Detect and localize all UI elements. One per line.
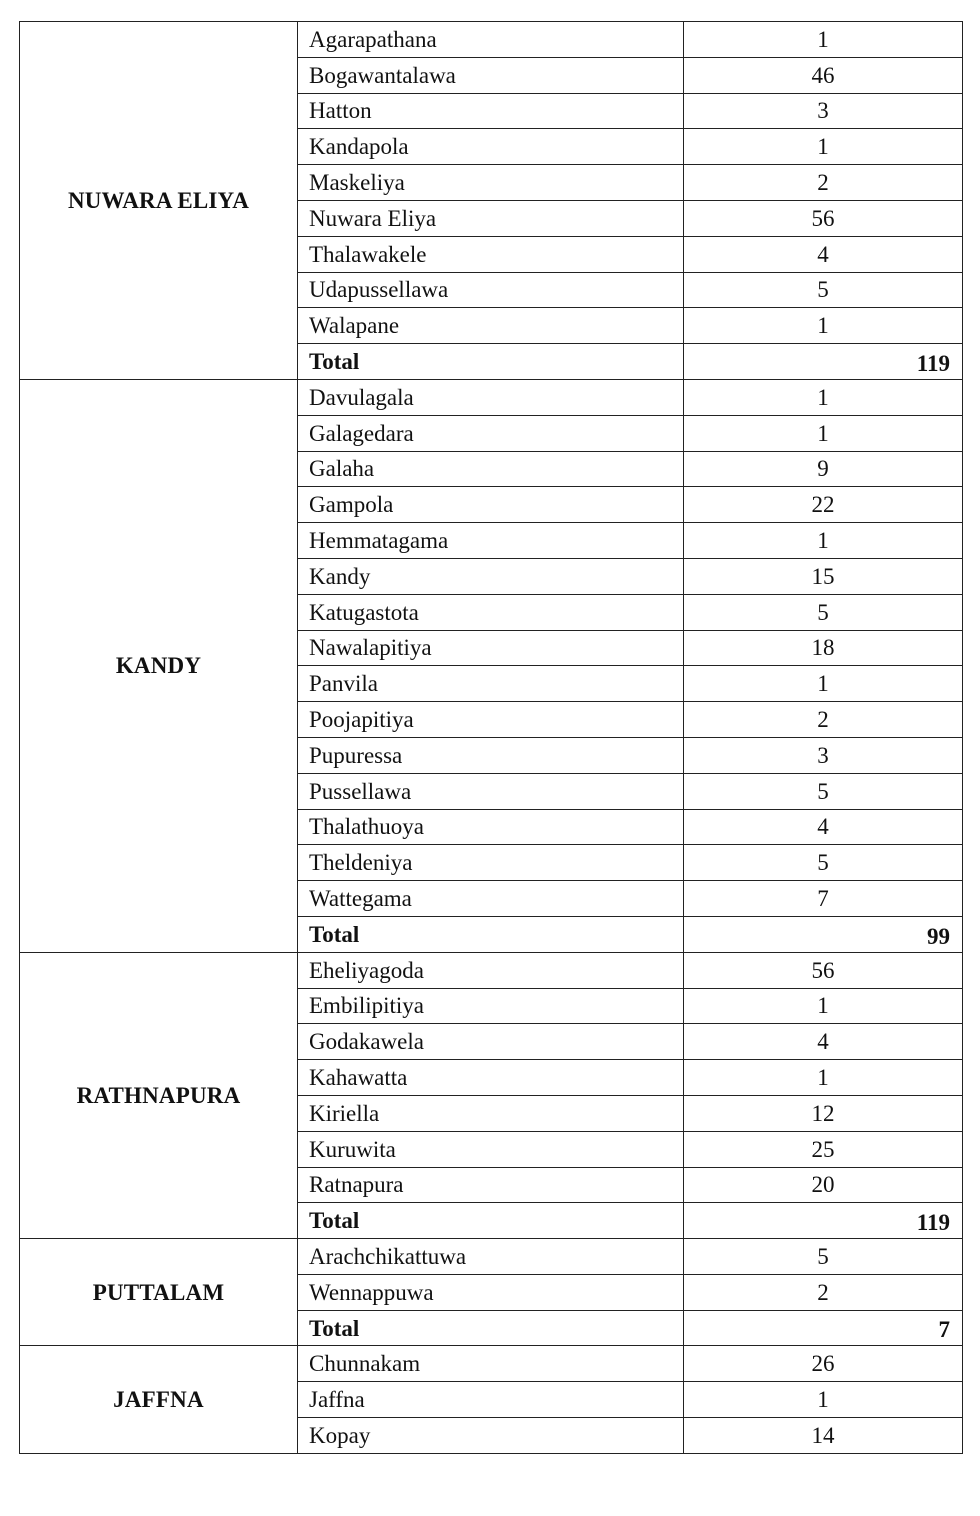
town-count-cell: 5 [684,272,963,308]
table-row [20,379,963,415]
total-value-cell: 7 [684,1310,963,1346]
town-count-cell: 7 [684,881,963,917]
town-name-cell: Theldeniya [298,845,684,881]
town-count-cell: 5 [684,845,963,881]
town-name-cell: Arachchikattuwa [298,1239,684,1275]
town-name-cell: Panvila [298,666,684,702]
town-count-cell: 1 [684,1382,963,1418]
town-name-cell: Hatton [298,93,684,129]
town-count-cell: 12 [684,1095,963,1131]
town-count-cell: 56 [684,952,963,988]
total-value-cell: 119 [684,344,963,380]
table-body [20,22,963,1454]
town-name-cell: Eheliyagoda [298,952,684,988]
total-value-cell: 99 [684,916,963,952]
town-name-cell: Kuruwita [298,1131,684,1167]
town-count-cell: 1 [684,308,963,344]
town-name-cell: Kahawatta [298,1060,684,1096]
table-row [20,1239,963,1275]
town-count-cell: 1 [684,988,963,1024]
town-count-cell: 2 [684,165,963,201]
town-name-cell: Hemmatagama [298,523,684,559]
district-name-cell: NUWARA ELIYA [20,22,298,380]
town-count-cell: 5 [684,594,963,630]
town-count-cell: 4 [684,236,963,272]
town-count-cell: 2 [684,1274,963,1310]
town-count-cell: 46 [684,57,963,93]
town-count-cell: 4 [684,1024,963,1060]
town-count-cell: 1 [684,22,963,58]
town-name-cell: Nawalapitiya [298,630,684,666]
town-count-cell: 25 [684,1131,963,1167]
town-name-cell: Udapussellawa [298,272,684,308]
town-count-cell: 9 [684,451,963,487]
town-name-cell: Galagedara [298,415,684,451]
town-count-cell: 15 [684,558,963,594]
town-count-cell: 1 [684,379,963,415]
town-name-cell: Nuwara Eliya [298,200,684,236]
town-count-cell: 26 [684,1346,963,1382]
district-name-cell: PUTTALAM [20,1239,298,1346]
town-count-cell: 14 [684,1418,963,1454]
town-name-cell: Gampola [298,487,684,523]
town-count-cell: 1 [684,1060,963,1096]
town-name-cell: Pussellawa [298,773,684,809]
town-name-cell: Wattegama [298,881,684,917]
town-name-cell: Ratnapura [298,1167,684,1203]
district-town-count-table [19,21,963,1454]
total-label-cell: Total [298,916,684,952]
town-count-cell: 1 [684,523,963,559]
table-row [20,22,963,58]
town-count-cell: 56 [684,200,963,236]
town-name-cell: Galaha [298,451,684,487]
town-count-cell: 4 [684,809,963,845]
town-name-cell: Poojapitiya [298,702,684,738]
town-count-cell: 1 [684,129,963,165]
district-name-cell: JAFFNA [20,1346,298,1453]
town-name-cell: Godakawela [298,1024,684,1060]
town-name-cell: Chunnakam [298,1346,684,1382]
total-label-cell: Total [298,1310,684,1346]
town-name-cell: Davulagala [298,379,684,415]
town-count-cell: 1 [684,415,963,451]
town-count-cell: 5 [684,1239,963,1275]
town-count-cell: 3 [684,737,963,773]
town-name-cell: Wennappuwa [298,1274,684,1310]
town-name-cell: Walapane [298,308,684,344]
town-count-cell: 5 [684,773,963,809]
town-count-cell: 1 [684,666,963,702]
total-label-cell: Total [298,344,684,380]
total-value-cell: 119 [684,1203,963,1239]
town-name-cell: Maskeliya [298,165,684,201]
town-count-cell: 2 [684,702,963,738]
district-name-cell: RATHNAPURA [20,952,298,1238]
table-row [20,952,963,988]
town-name-cell: Thalawakele [298,236,684,272]
town-name-cell: Katugastota [298,594,684,630]
town-name-cell: Pupuressa [298,737,684,773]
town-name-cell: Jaffna [298,1382,684,1418]
town-count-cell: 22 [684,487,963,523]
town-count-cell: 20 [684,1167,963,1203]
table-row [20,1346,963,1382]
town-count-cell: 3 [684,93,963,129]
town-count-cell: 18 [684,630,963,666]
town-name-cell: Kopay [298,1418,684,1454]
town-name-cell: Embilipitiya [298,988,684,1024]
town-name-cell: Bogawantalawa [298,57,684,93]
town-name-cell: Thalathuoya [298,809,684,845]
town-name-cell: Kandapola [298,129,684,165]
town-name-cell: Kandy [298,558,684,594]
town-name-cell: Kiriella [298,1095,684,1131]
town-name-cell: Agarapathana [298,22,684,58]
district-name-cell: KANDY [20,379,298,952]
total-label-cell: Total [298,1203,684,1239]
